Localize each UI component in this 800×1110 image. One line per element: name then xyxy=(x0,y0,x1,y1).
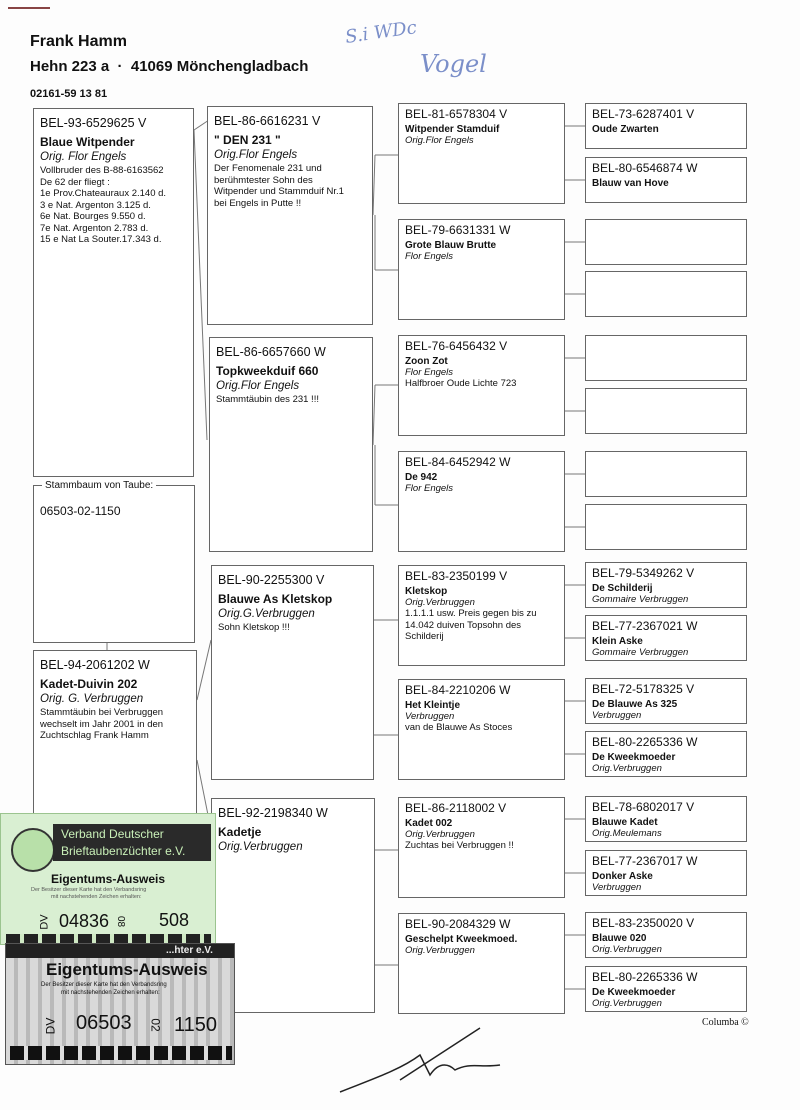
pigeon-name: " DEN 231 " xyxy=(214,133,281,147)
pigeon-name: Blauwe As Kletskop xyxy=(218,592,333,606)
subject-box xyxy=(33,108,194,477)
origin: Orig.Verbruggen xyxy=(405,945,475,956)
ring-number: BEL-80-2265336 W xyxy=(592,735,698,749)
pigeon-box xyxy=(585,562,747,608)
ring-number: BEL-81-6578304 V xyxy=(405,107,508,121)
notes xyxy=(40,707,190,742)
ring-number: BEL-92-2198340 W xyxy=(218,806,328,820)
note-line: 7e Nat. Argenton 2.783 d. xyxy=(40,222,149,234)
owner-address: Hehn 223 a · 41069 Mönchengladbach xyxy=(30,58,309,75)
pigeon-box xyxy=(585,271,747,317)
ring-number: BEL-86-6657660 W xyxy=(216,345,326,359)
handwritten-name: Vogel xyxy=(420,50,487,78)
origin: Orig.Verbruggen xyxy=(218,841,303,853)
note-line: 6e Nat. Bourges 9.550 d. xyxy=(40,211,146,222)
pigeon-name: Geschelpt Kweekmoed. xyxy=(405,934,518,945)
origin: Gommaire Verbruggen xyxy=(592,647,689,658)
card-small-text: mit nachstehenden Zeichen erhalten: xyxy=(51,894,142,900)
pigeon-box xyxy=(585,504,747,550)
handwritten-note: S.i WDc xyxy=(343,17,419,48)
pigeon-box xyxy=(398,913,565,1014)
dove-logo-icon xyxy=(11,828,55,872)
note-line: bei Engels in Putte !! xyxy=(214,197,302,209)
origin: Gommaire Verbruggen xyxy=(592,594,689,605)
pigeon-name: Donker Aske xyxy=(592,871,653,882)
origin: Orig.Verbruggen xyxy=(405,829,475,840)
pigeon-name: Kletskop xyxy=(405,586,448,597)
origin: Orig.Verbruggen xyxy=(592,944,662,955)
pigeon-box xyxy=(398,565,565,666)
note-line: 1.1.1.1 usw. Preis gegen bis zu xyxy=(405,608,537,619)
pigeon-box xyxy=(398,335,565,436)
pigeon-name: Kadetje xyxy=(218,825,262,839)
pigeon-box xyxy=(585,451,747,497)
card-ring-number: 1150 xyxy=(174,1014,218,1036)
origin: Orig.Verbruggen xyxy=(405,597,475,608)
card-small-text: Der Besitzer dieser Karte hat den Verbandsring xyxy=(31,887,147,893)
pigeon-name: Kadet-Duivin 202 xyxy=(40,677,138,691)
pigeon-name: De Kweekmoeder xyxy=(592,987,676,998)
ring-number: BEL-86-6616231 V xyxy=(214,114,321,128)
pigeon-box xyxy=(398,219,565,320)
origin: Flor Engels xyxy=(405,367,454,378)
ring-number: BEL-84-2210206 W xyxy=(405,683,511,697)
pigeon-name: Kadet 002 xyxy=(405,818,453,829)
ring-number: BEL-90-2084329 W xyxy=(405,917,511,931)
pigeon-box xyxy=(585,678,747,724)
pigeon-box xyxy=(585,912,747,958)
pigeon-name: Topkweekduif 660 xyxy=(216,364,319,378)
notes xyxy=(218,622,367,634)
note-line: Schilderij xyxy=(405,631,444,642)
pigeon-box xyxy=(207,106,373,325)
note-line: Stammtäubin des 231 !!! xyxy=(216,394,319,405)
stammbaum-value: 06503-02-1150 xyxy=(40,504,121,518)
origin: Orig.Flor Engels xyxy=(405,135,474,146)
pigeon-name: Het Kleintje xyxy=(405,700,461,711)
note-line: Sohn Kletskop !!! xyxy=(218,622,290,633)
note-line: Der Fenomenale 231 und xyxy=(214,163,322,174)
ring-number: BEL-94-2061202 W xyxy=(40,658,150,672)
note-line: Witpender und Stammduif Nr.1 xyxy=(214,186,344,197)
pigeon-box xyxy=(585,850,747,896)
ring-number: BEL-77-2367017 W xyxy=(592,854,698,868)
note-line: Zuchtas bei Verbruggen !! xyxy=(405,840,514,851)
pigeon-box xyxy=(585,103,747,149)
notes xyxy=(405,378,558,390)
notes xyxy=(214,163,366,209)
card-year: 02 xyxy=(148,1018,163,1032)
origin: Flor Engels xyxy=(405,251,454,262)
notes xyxy=(216,394,366,406)
pigeon-box xyxy=(209,337,373,552)
origin: Verbruggen xyxy=(405,711,455,722)
origin: Orig.Flor Engels xyxy=(216,380,300,392)
pigeon-name: Blauwe 020 xyxy=(592,933,647,944)
ring-number: BEL-79-5349262 V xyxy=(592,566,695,580)
pigeon-box xyxy=(585,966,747,1012)
pigeon-box xyxy=(211,798,375,1013)
ring-number: BEL-80-2265336 W xyxy=(592,970,698,984)
signature xyxy=(330,1020,510,1100)
pigeon-box xyxy=(585,157,747,203)
card-prefix: DV xyxy=(43,1017,58,1035)
origin: Orig.G.Verbruggen xyxy=(218,608,315,620)
pigeon-box xyxy=(398,679,565,780)
note-line: wechselt im Jahr 2001 in den xyxy=(40,718,164,730)
ring-number: BEL-90-2255300 V xyxy=(218,573,325,587)
origin: Orig.Verbruggen xyxy=(592,763,662,774)
ring-number: BEL-72-5178325 V xyxy=(592,682,695,696)
ownership-card-gray xyxy=(5,943,235,1065)
note-line: De 62 der fliegt : xyxy=(40,176,110,188)
ring-number: BEL-76-6456432 V xyxy=(405,339,508,353)
card-ring-number: 508 xyxy=(159,910,190,930)
origin: Verbruggen xyxy=(592,710,642,721)
origin: Verbruggen xyxy=(592,882,642,893)
pigeon-name: Klein Aske xyxy=(592,636,643,647)
notes xyxy=(405,608,558,643)
note-line: Halfbroer Oude Lichte 723 xyxy=(405,378,517,389)
pigeon-name: Zoon Zot xyxy=(405,356,448,367)
card-title: Eigentums-Ausweis xyxy=(51,872,166,886)
origin: Orig.Meulemans xyxy=(592,828,662,839)
origin: Orig.Verbruggen xyxy=(592,998,662,1009)
card-title: Eigentums-Ausweis xyxy=(46,960,208,979)
notes xyxy=(405,722,558,734)
ring-number: BEL-93-6529625 V xyxy=(40,116,147,130)
pigeon-box xyxy=(211,565,374,780)
stammbaum-label: Stammbaum von Taube: xyxy=(42,480,156,491)
pigeon-name: De Kweekmoeder xyxy=(592,752,676,763)
pigeon-name: Blauw van Hove xyxy=(592,178,669,189)
card-org-partial: ...hter e.V. xyxy=(166,945,213,956)
pigeon-box xyxy=(398,797,565,898)
pigeon-box xyxy=(585,615,747,661)
pigeon-name: Witpender Stamduif xyxy=(405,124,500,135)
pigeon-box xyxy=(585,796,747,842)
ring-number: BEL-83-2350020 V xyxy=(592,916,695,930)
ring-number: BEL-86-2118002 V xyxy=(405,801,507,815)
card-prefix: DV xyxy=(38,914,51,930)
pigeon-name: Oude Zwarten xyxy=(592,124,659,135)
pigeon-box xyxy=(398,103,565,204)
card-club-number: 04836 xyxy=(59,911,110,931)
origin: Orig. Flor Engels xyxy=(40,151,127,163)
pigeon-name: De Blauwe As 325 xyxy=(592,699,678,710)
ring-number: BEL-84-6452942 W xyxy=(405,455,511,469)
card-club-number: 06503 xyxy=(76,1012,132,1034)
pigeon-name: Grote Blauw Brutte xyxy=(405,240,497,251)
card-org-line2: Brieftaubenzüchter e.V. xyxy=(61,844,186,858)
notes xyxy=(405,840,558,852)
ring-number: BEL-83-2350199 V xyxy=(405,569,508,583)
note-line: 3 e Nat. Argenton 3.125 d. xyxy=(40,199,151,211)
ring-number: BEL-78-6802017 V xyxy=(592,800,695,814)
pigeon-box xyxy=(585,335,747,381)
ring-number: BEL-73-6287401 V xyxy=(592,107,695,121)
notes xyxy=(40,165,187,246)
origin: Orig. G. Verbruggen xyxy=(40,693,144,705)
note-line: Stammtäubin bei Verbruggen xyxy=(40,707,164,718)
pigeon-name: Blauwe Kadet xyxy=(592,817,658,828)
card-org-line1: Verband Deutscher xyxy=(61,827,164,841)
ring-number: BEL-79-6631331 W xyxy=(405,223,511,237)
note-line: 1e Prov.Chateauraux 2.140 d. xyxy=(40,188,167,199)
pigeon-name: Blaue Witpender xyxy=(40,135,135,149)
origin: Flor Engels xyxy=(405,483,454,494)
ownership-card-green xyxy=(0,813,216,945)
dam-box xyxy=(33,650,197,820)
owner-phone: 02161-59 13 81 xyxy=(30,88,108,100)
note-line: 14.042 duiven Topsohn des xyxy=(405,619,522,631)
ring-number: BEL-77-2367021 W xyxy=(592,619,698,633)
pigeon-box xyxy=(398,451,565,552)
copyright: Columba © xyxy=(702,1017,749,1028)
origin: Orig.Flor Engels xyxy=(214,149,298,161)
note-line: Vollbruder des B-88-6163562 xyxy=(40,165,164,176)
card-small-text: mit nachstehenden Zeichen erhalten: xyxy=(61,990,160,996)
stammbaum-box xyxy=(33,485,195,643)
card-small-text: Der Besitzer dieser Karte hat den Verbandsring xyxy=(41,982,167,988)
pigeon-box xyxy=(585,731,747,777)
note-line: berühmtester Sohn des xyxy=(214,174,313,186)
card-year: 08 xyxy=(115,915,127,928)
ring-number: BEL-80-6546874 W xyxy=(592,161,698,175)
pigeon-box xyxy=(585,388,747,434)
card-pattern-strip xyxy=(10,1046,232,1060)
pigeon-name: De Schilderij xyxy=(592,583,653,594)
owner-name: Frank Hamm xyxy=(30,33,127,50)
note-line: van de Blauwe As Stoces xyxy=(405,722,513,733)
pigeon-name: De 942 xyxy=(405,472,438,483)
note-line: 15 e Nat La Souter.17.343 d. xyxy=(40,234,162,245)
note-line: Zuchtschlag Frank Hamm xyxy=(40,730,149,741)
pigeon-box xyxy=(585,219,747,265)
